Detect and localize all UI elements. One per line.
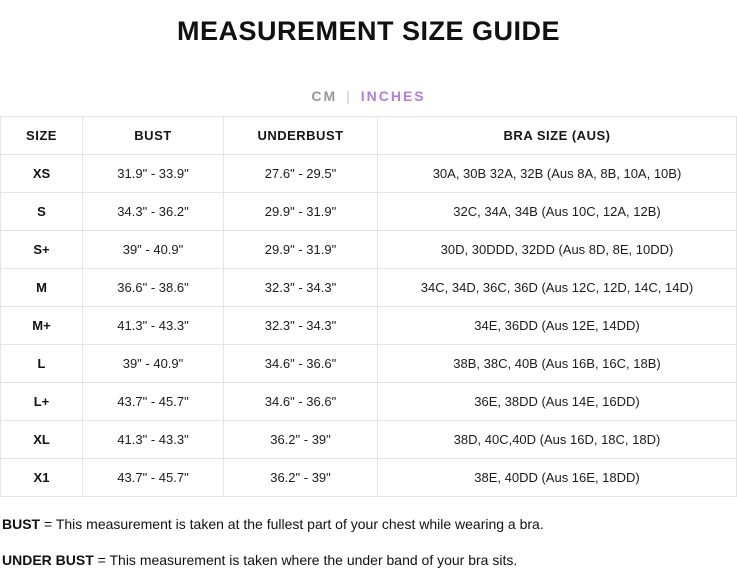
underbust-cell: 27.6" - 29.5" bbox=[224, 155, 378, 193]
table-row bbox=[1, 307, 737, 345]
bra-size-cell: 36E, 38DD (Aus 14E, 16DD) bbox=[378, 383, 737, 421]
bra-size-cell: 32C, 34A, 34B (Aus 10C, 12A, 12B) bbox=[378, 193, 737, 231]
unit-option-inches[interactable]: INCHES bbox=[360, 88, 426, 104]
header-row bbox=[1, 117, 737, 155]
size-cell: S+ bbox=[1, 231, 83, 269]
size-cell: M bbox=[1, 269, 83, 307]
note-term: BUST bbox=[2, 516, 41, 532]
bra-size-cell: 38D, 40C,40D (Aus 16D, 18C, 18D) bbox=[378, 421, 737, 459]
bust-cell: 31.9" - 33.9" bbox=[83, 155, 224, 193]
bra-size-cell: 34C, 34D, 36C, 36D (Aus 12C, 12D, 14C, 14D) bbox=[378, 269, 737, 307]
page-title: MEASUREMENT SIZE GUIDE bbox=[176, 16, 561, 46]
bra-size-cell: 38E, 40DD (Aus 16E, 18DD) bbox=[378, 459, 737, 497]
underbust-cell: 29.9" - 31.9" bbox=[224, 231, 378, 269]
unit-option-cm[interactable]: CM bbox=[311, 88, 338, 104]
bust-cell: 39" - 40.9" bbox=[83, 231, 224, 269]
bra-size-cell: 30A, 30B 32A, 32B (Aus 8A, 8B, 10A, 10B) bbox=[378, 155, 737, 193]
underbust-cell: 32.3" - 34.3" bbox=[224, 307, 378, 345]
size-cell: X1 bbox=[1, 459, 83, 497]
size-guide-table bbox=[0, 116, 737, 497]
underbust-cell: 36.2" - 39" bbox=[224, 421, 378, 459]
bust-cell: 43.7" - 45.7" bbox=[83, 459, 224, 497]
underbust-cell: 34.6" - 36.6" bbox=[224, 383, 378, 421]
bra-size-cell: 38B, 38C, 40B (Aus 16B, 16C, 18B) bbox=[378, 345, 737, 383]
table-row bbox=[1, 155, 737, 193]
underbust-cell: 36.2" - 39" bbox=[224, 459, 378, 497]
underbust-cell: 34.6" - 36.6" bbox=[224, 345, 378, 383]
table-row bbox=[1, 421, 737, 459]
bust-cell: 41.3" - 43.3" bbox=[83, 421, 224, 459]
bust-cell: 41.3" - 43.3" bbox=[83, 307, 224, 345]
size-cell: L bbox=[1, 345, 83, 383]
bra-size-cell: 34E, 36DD (Aus 12E, 14DD) bbox=[378, 307, 737, 345]
bust-cell: 36.6" - 38.6" bbox=[83, 269, 224, 307]
table-row bbox=[1, 345, 737, 383]
bra-size-cell: 30D, 30DDD, 32DD (Aus 8D, 8E, 10DD) bbox=[378, 231, 737, 269]
unit-toggle-separator: | bbox=[346, 88, 352, 104]
note-underbust bbox=[2, 552, 735, 569]
unit-toggle bbox=[0, 88, 737, 104]
table-row bbox=[1, 269, 737, 307]
size-cell: L+ bbox=[1, 383, 83, 421]
header-cell-bra-size: BRA SIZE (AUS) bbox=[378, 117, 737, 155]
header-cell-underbust: UNDERBUST bbox=[224, 117, 378, 155]
underbust-cell: 32.3" - 34.3" bbox=[224, 269, 378, 307]
table-row bbox=[1, 231, 737, 269]
size-cell: XS bbox=[1, 155, 83, 193]
note-definition: = This measurement is taken at the fullest part of your chest while wearing a bra. bbox=[40, 516, 544, 532]
underbust-cell: 29.9" - 31.9" bbox=[224, 193, 378, 231]
header-cell-size: SIZE bbox=[1, 117, 83, 155]
table-row bbox=[1, 193, 737, 231]
measurement-notes bbox=[0, 516, 737, 569]
size-cell: S bbox=[1, 193, 83, 231]
size-cell: M+ bbox=[1, 307, 83, 345]
note-bust bbox=[2, 516, 735, 533]
header-cell-bust: BUST bbox=[83, 117, 224, 155]
bust-cell: 39" - 40.9" bbox=[83, 345, 224, 383]
table-row bbox=[1, 383, 737, 421]
bust-cell: 34.3" - 36.2" bbox=[83, 193, 224, 231]
size-cell: XL bbox=[1, 421, 83, 459]
note-definition: = This measurement is taken where the under band of your bra sits. bbox=[93, 552, 518, 568]
note-term: UNDER BUST bbox=[2, 552, 94, 568]
table-row bbox=[1, 459, 737, 497]
bust-cell: 43.7" - 45.7" bbox=[83, 383, 224, 421]
